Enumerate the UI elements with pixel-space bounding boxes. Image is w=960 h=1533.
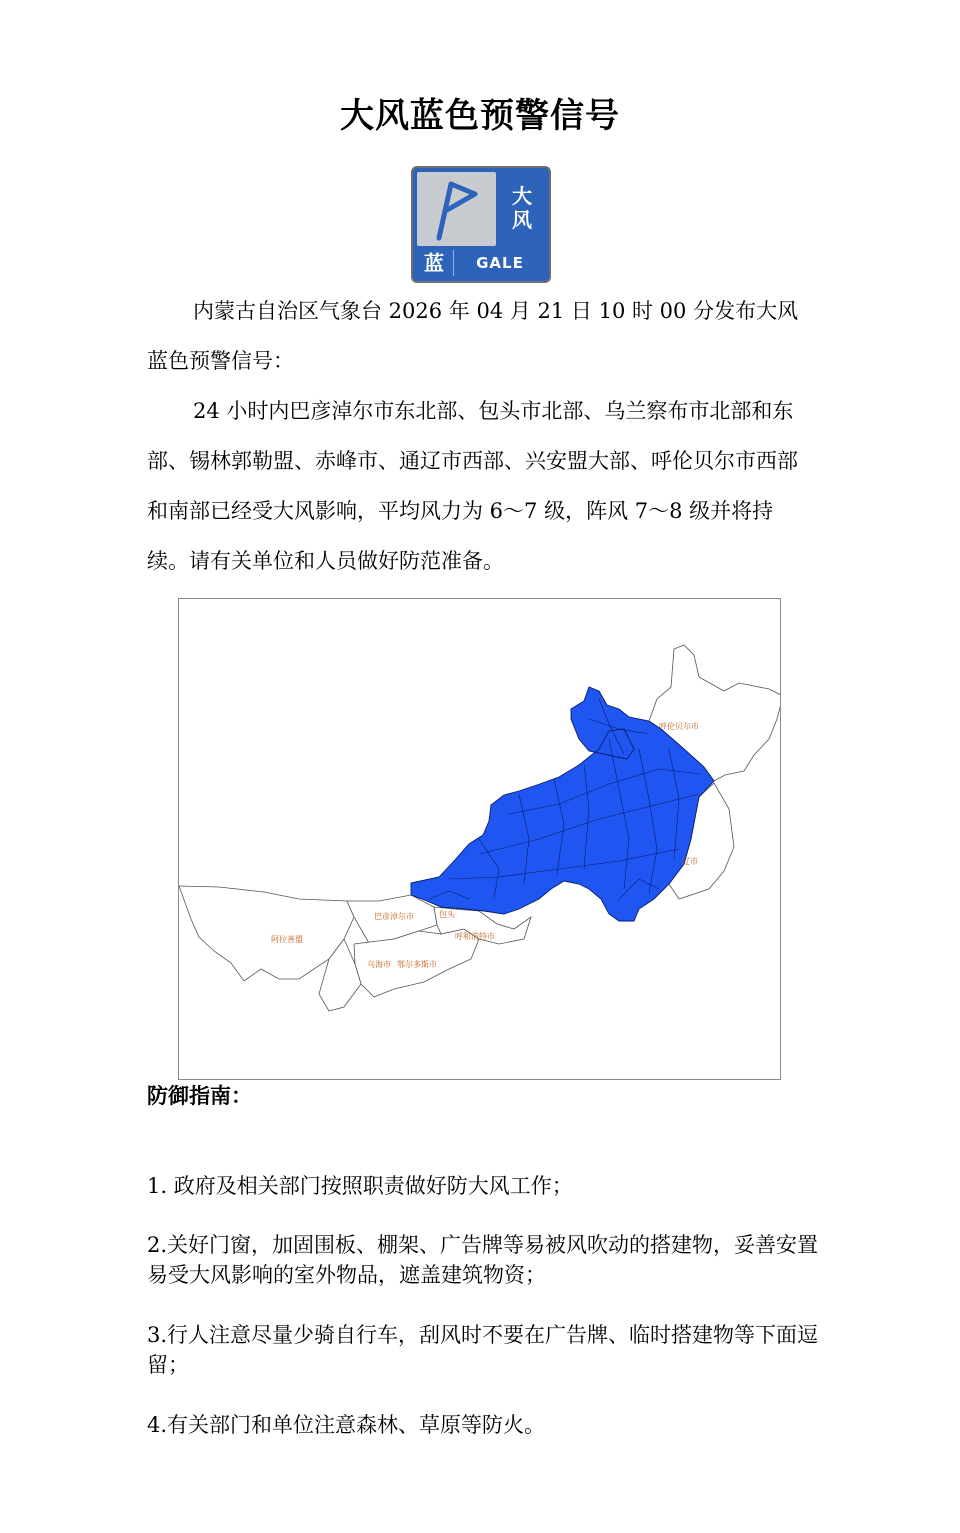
map-label-tongliao: 辽市 bbox=[682, 857, 698, 866]
warning-area-map bbox=[178, 598, 781, 1080]
map-label-hulunbuir: 呼伦贝尔市 bbox=[659, 722, 699, 731]
map-label-wuhai: 乌海市 bbox=[367, 960, 391, 969]
gale-warning-badge bbox=[411, 166, 551, 283]
warning-detail-paragraph: 24 小时内巴彦淖尔市东北部、包头市北部、乌兰察布市北部和东部、锡林郭勒盟、赤峰市、通辽市西部、兴安盟大部、呼伦贝尔市西部和南部已经受大风影响，平均风力为 6～7 级，阵风 7～8 级并将持续。请有关单位和人员做好防范准备。 bbox=[147, 399, 798, 573]
wind-flag-icon bbox=[417, 172, 496, 246]
guide-item-2: 2.关好门窗，加固围板、棚架、广告牌等易被风吹动的搭建物，妥善安置易受大风影响的室外物品，遮盖建筑物资； bbox=[147, 1233, 819, 1287]
guide-item-3: 3.行人注意尽量少骑自行车，刮风时不要在广告牌、临时搭建物等下面逗留； bbox=[147, 1323, 819, 1377]
map-label-hohhot: 呼和浩特市 bbox=[455, 932, 495, 941]
map-label-bayannur: 巴彦淖尔市 bbox=[374, 912, 414, 921]
badge-level: 蓝 bbox=[424, 251, 444, 275]
badge-divider bbox=[453, 250, 454, 276]
map-label-alxa: 阿拉善盟 bbox=[271, 935, 303, 944]
guide-item-4: 4.有关部门和单位注意森林、草原等防火。 bbox=[147, 1413, 546, 1437]
guide-item-1: 1. 政府及相关部门按照职责做好防大风工作； bbox=[147, 1174, 573, 1198]
map-label-baotou: 包头 bbox=[439, 910, 455, 919]
defense-guide-title: 防御指南： bbox=[147, 1083, 252, 1108]
badge-type-char-1: 大 bbox=[512, 184, 532, 208]
page-title: 大风蓝色预警信号 bbox=[340, 96, 620, 136]
badge-type-char-2: 风 bbox=[512, 208, 532, 232]
badge-english-label: GALE bbox=[476, 254, 524, 272]
issue-paragraph: 内蒙古自治区气象台 2026 年 04 月 21 日 10 时 00 分发布大风蓝色预警信号： bbox=[147, 299, 799, 373]
badge-type-text bbox=[499, 172, 545, 246]
map-label-ordos: 鄂尔多斯市 bbox=[397, 960, 437, 969]
